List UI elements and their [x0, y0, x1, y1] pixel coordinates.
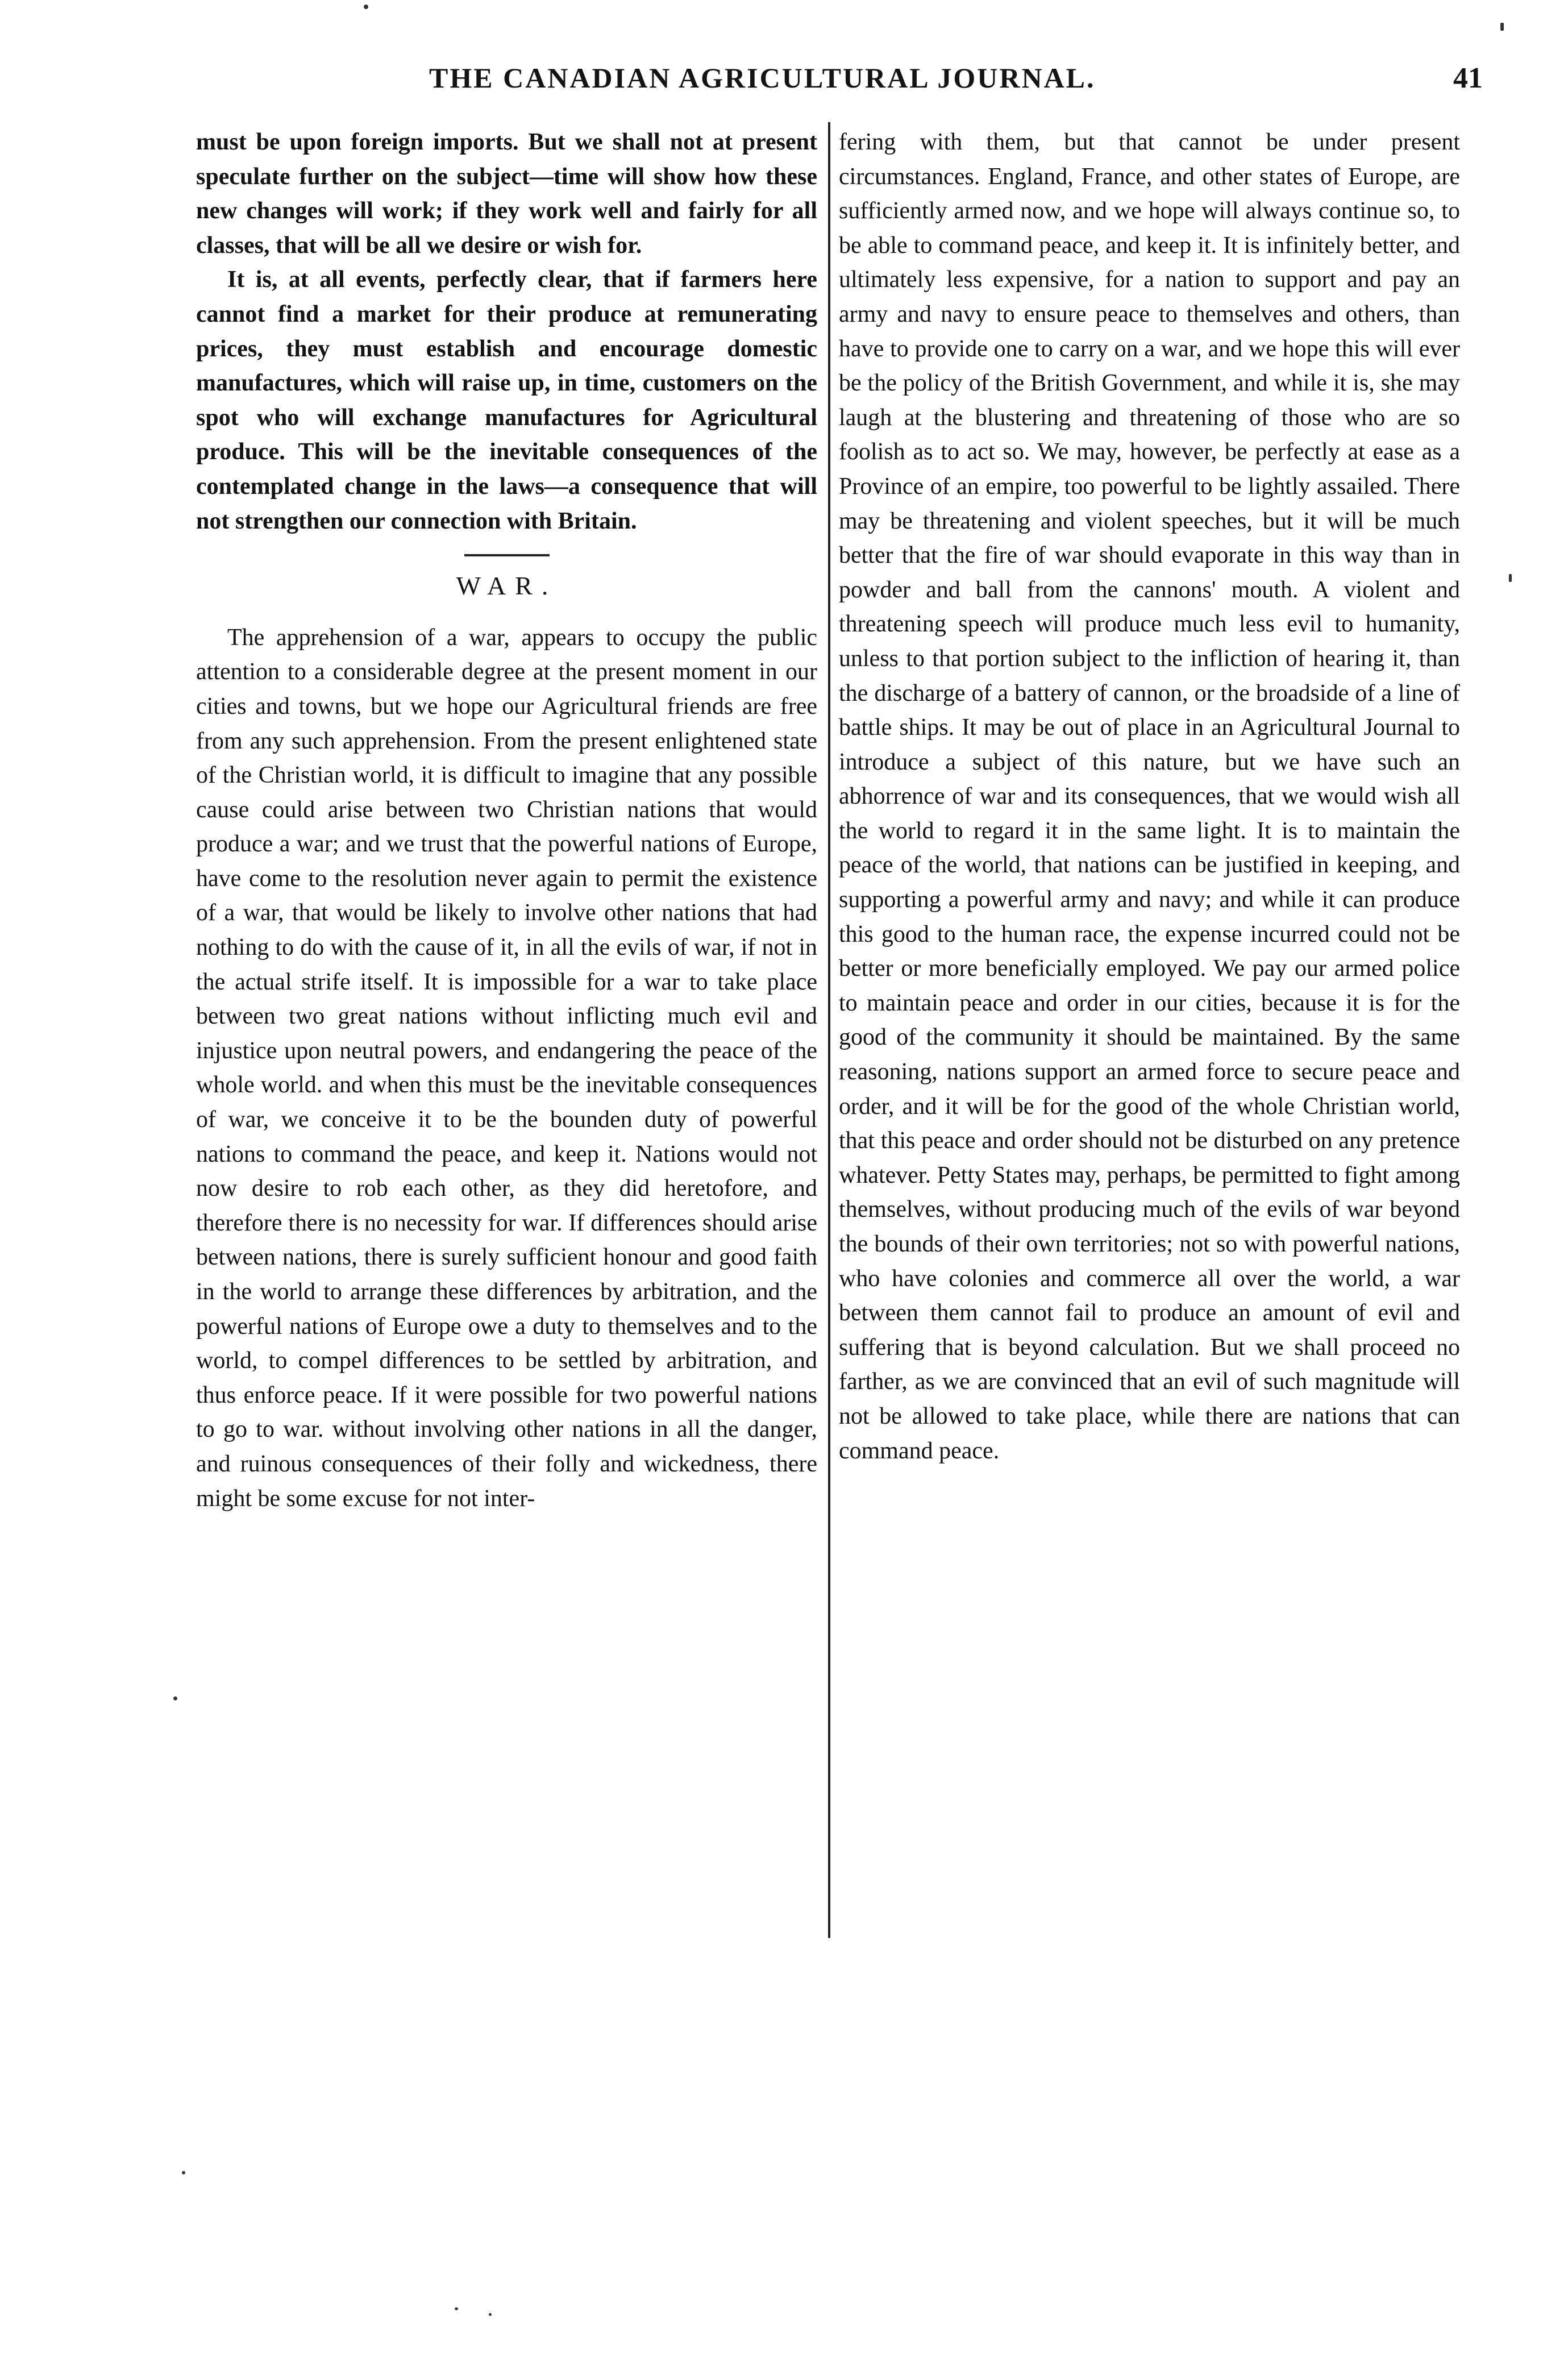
paragraph: It is, at all events, perfectly clear, that if farmers here cannot find a market for their produce at remunerating prices, they must establish and encourage domestic manufactures, which will raise up, in time, customers on the spot who will exchange manufactures for Agricultural produce. This will be the inevitable consequences of the contemplated change in the laws—a consequence that will not strengthen our connection with Britain.: [196, 267, 817, 534]
print-speck: [1500, 23, 1504, 31]
section-heading: WAR.: [456, 571, 558, 601]
print-speck: [1509, 574, 1512, 582]
continued-paragraph: must be upon foreign imports. But we shall not at present speculate further on the subject—time will show how these new changes will work; if they work well and fairly for all classes, that will be all we desire or wish for.: [196, 129, 817, 259]
print-speck: [182, 2171, 185, 2174]
paragraph: The apprehension of a war, appears to occupy the public attention to a considerable degree at the present moment in our cities and towns, but we hope our Agricultural friends are free from any such apprehension. From the present enlightened state of the Christian world, it is difficult to imagine that any possible cause could arise between two Christian nations that would produce a war; and we trust that the powerful nations of Europe, have come to the resolution never again to permit the existence of a war, that would be likely to involve other nations that had nothing to do with the cause of it, in all the evils of war, if not in the actual strife itself. It is impossible for a war to take place between two great nations without inflicting much evil and injustice upon neutral powers, and endangering the peace of the whole world. and when this must be the inevitable consequences of war, we conceive it to be the bounden duty of powerful nations to command the peace, and keep it. Nations would not now desire to rob each other, as they did heretofore, and therefore there is no necessity for war. If differences should arise between nations, there is surely sufficient honour and good faith in the world to arrange these differences by arbitration, and the powerful nations of Europe owe a duty to themselves and to the world, to compel differences to be settled by arbitration, and thus enforce peace. If it were possible for two powerful nations to go to war. without involving other nations in all the danger, and ruinous consequences of their folly and wickedness, there might be some excuse for not inter-: [196, 624, 817, 1512]
print-speck: [173, 1696, 177, 1700]
print-speck: [364, 5, 368, 9]
left-column: [196, 125, 817, 1516]
continued-paragraph: fering with them, but that cannot be under present circumstances. England, France, and other states of Europe, are sufficiently armed now, and we hope will always continue so, to be able to command peace, and keep it. It is infinitely better, and ultimately less expensive, for a nation to support and pay an army and navy to ensure peace to themselves and others, than have to provide one to carry on a war, and we hope this will ever be the policy of the British Government, and while it is, she may laugh at the blustering and threatening of those who are so foolish as to act so. We may, however, be perfectly at ease as a Province of an empire, too powerful to be lightly assailed. There may be threatening and violent speeches, but it will be much better that the fire of war should evaporate in this way than in powder and ball from the cannons' mouth. A violent and threatening speech will produce much less evil to humanity, unless to that portion subject to the infliction of hearing it, than the discharge of a battery of cannon, or the broadside of a line of battle ships. It may be out of place in an Agricultural Journal to introduce a subject of this nature, but we have such an abhorrence of war and its consequences, that we would wish all the world to regard it in the same light. It is to maintain the peace of the world, that nations can be justified in keeping, and supporting a powerful army and navy; and while it can produce this good to the human race, the expense incurred could not be better or more beneficially employed. We pay our armed police to maintain peace and order in our cities, because it is for the good of the community it should be maintained. By the same reasoning, nations support an armed force to secure peace and order, and it will be for the good of the whole Christian world, that this peace and order should not be disturbed on any pretence whatever. Petty States may, perhaps, be permitted to fight among themselves, without producing much of the evils of war beyond the bounds of their own territories; not so with powerful nations, who have colonies and commerce all over the world, a war between them cannot fail to produce an amount of evil and suffering that is beyond calculation. But we shall proceed no farther, as we are convinced that an evil of such magnitude will not be allowed to take place, while there are nations that can command peace.: [839, 129, 1460, 1464]
section-divider: [464, 554, 550, 556]
page-number: 41: [1453, 62, 1483, 94]
print-speck: [489, 2313, 492, 2316]
page-header: [205, 61, 1483, 113]
running-title: THE CANADIAN AGRICULTURAL JOURNAL.: [429, 62, 1096, 94]
column-divider: [828, 122, 830, 1938]
print-speck: [455, 2307, 458, 2310]
right-column: [839, 125, 1460, 1468]
